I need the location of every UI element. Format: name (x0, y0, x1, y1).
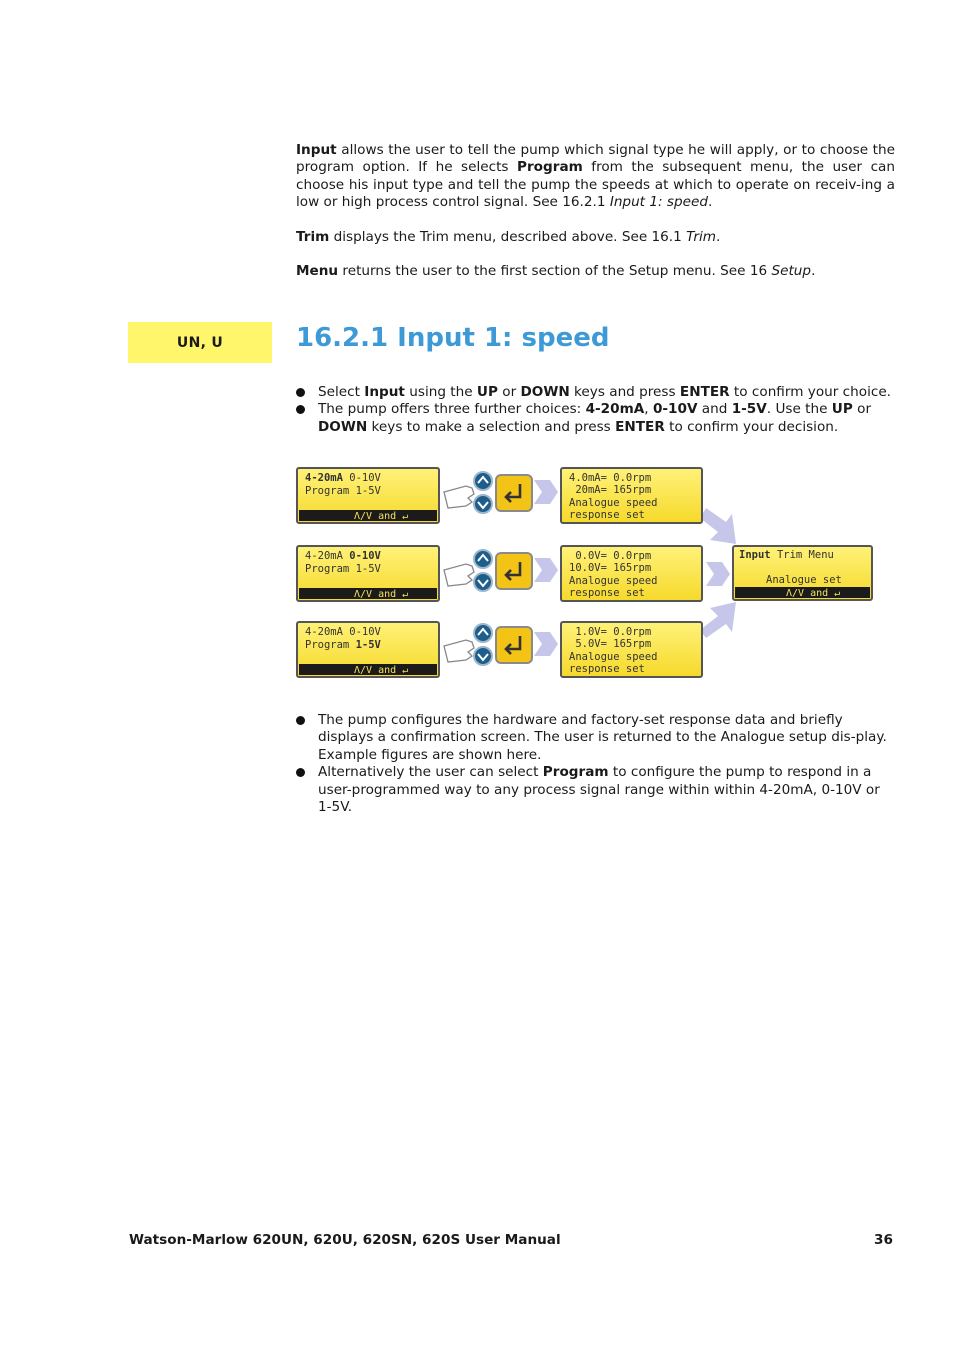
pointing-hand-icon (444, 486, 474, 508)
svg-text:4-20mA 0-10V (305, 472, 382, 484)
option-4-20ma: 4-20mA (305, 626, 343, 638)
list-item: Select Input using the UP or DOWN keys and press ENTER to confirm your choice. (296, 384, 895, 401)
keypad-row-3 (444, 624, 532, 665)
enter-key-icon (496, 475, 532, 511)
svg-text:Input Trim Menu (739, 549, 834, 561)
svg-text:4-20mA 0-10V (305, 550, 382, 562)
lcd-footer: Λ/V and ↵ (786, 588, 841, 599)
bullet-icon (296, 768, 305, 777)
svg-text:Program 1-5V (305, 485, 382, 497)
menu-flow-diagram (296, 466, 874, 680)
up-key-icon (474, 472, 492, 490)
svg-text:4-20mA 0-10V (305, 626, 382, 638)
input-paragraph: Input allows the user to tell the pump which signal type he will apply, or to choose the program option. If he selects Program from the subsequent menu, the user can choose his input type and tell the pump the speeds at which to operate on receiv-ing a low or high process control signal. See 16.2.1 Input 1: speed. (296, 142, 895, 211)
option-trim-menu: Trim Menu (776, 549, 834, 561)
option-0-10v: 0-10V (349, 626, 381, 638)
result-screen-1 (561, 468, 702, 523)
enter-key-icon (496, 553, 532, 589)
option-1-5v: 1-5V (355, 485, 381, 497)
option-analogue-set: Analogue set (766, 574, 842, 586)
option-program: Program (305, 639, 350, 651)
option-program: Program (305, 485, 350, 497)
result-screen-3 (561, 622, 702, 677)
svg-text:Analogue speed: Analogue speed (569, 497, 658, 509)
option-1-5v: 1-5V (355, 563, 381, 575)
down-key-icon (474, 573, 492, 591)
enter-key-icon (496, 627, 532, 663)
menu-screen-3 (297, 622, 439, 677)
section-heading: 16.2.1 Input 1: speed (296, 323, 610, 353)
svg-text:1.0V= 0.0rpm: 1.0V= 0.0rpm (569, 626, 652, 638)
bullet-icon (296, 388, 305, 397)
keypad-row-2 (444, 550, 532, 591)
pointing-hand-icon (444, 640, 474, 662)
option-4-20ma: 4-20mA (305, 472, 343, 484)
list-item: The pump offers three further choices: 4-20mA, 0-10V and 1-5V. Use the UP or DOWN keys to make a selection and press ENTER to confirm your decision. (296, 401, 895, 436)
model-tag (128, 322, 272, 363)
svg-text:Program 1-5V (305, 639, 382, 651)
keypad-row-1 (444, 472, 532, 513)
option-input: Input (739, 549, 771, 561)
svg-text:Analogue speed: Analogue speed (569, 651, 658, 663)
pointing-hand-icon (444, 564, 474, 586)
page-number: 36 (874, 1232, 893, 1248)
up-key-icon (474, 550, 492, 568)
menu-screen-2 (297, 546, 439, 601)
down-key-icon (474, 647, 492, 665)
footer-title: Watson-Marlow 620UN, 620U, 620SN, 620S User Manual (129, 1232, 561, 1248)
option-4-20ma: 4-20mA (305, 550, 343, 562)
svg-text:20mA= 165rpm: 20mA= 165rpm (569, 484, 652, 496)
svg-text:response set: response set (569, 587, 645, 599)
bullet-list-top (296, 384, 895, 436)
svg-text:4.0mA= 0.0rpm: 4.0mA= 0.0rpm (569, 472, 652, 484)
bullet-list-bottom (296, 712, 895, 816)
lcd-footer: Λ/V and ↵ (354, 665, 409, 676)
svg-text:response set: response set (569, 509, 645, 521)
svg-text:0.0V= 0.0rpm: 0.0V= 0.0rpm (569, 550, 652, 562)
svg-text:Program 1-5V (305, 563, 382, 575)
list-item: The pump configures the hardware and factory-set response data and briefly displays a confirmation screen. The user is returned to the Analogue setup dis-play. Example figures are shown here. (296, 712, 895, 764)
menu-screen-1 (297, 468, 439, 523)
option-0-10v: 0-10V (349, 472, 381, 484)
svg-text:5.0V= 165rpm: 5.0V= 165rpm (569, 638, 652, 650)
trim-paragraph: Trim displays the Trim menu, described above. See 16.1 Trim. (296, 229, 721, 245)
option-program: Program (305, 563, 350, 575)
bullet-icon (296, 716, 305, 725)
svg-text:response set: response set (569, 663, 645, 675)
final-screen (733, 546, 872, 600)
result-screen-2 (561, 546, 702, 601)
svg-text:Analogue speed: Analogue speed (569, 575, 658, 587)
option-0-10v: 0-10V (349, 550, 381, 562)
list-item: Alternatively the user can select Program to configure the pump to respond in a user-programmed way to any process signal range within within 4-20mA, 0-10V or 1-5V. (296, 764, 895, 816)
bullet-icon (296, 405, 305, 414)
model-tag-label: UN, U (176, 334, 224, 351)
svg-text:10.0V= 165rpm: 10.0V= 165rpm (569, 562, 652, 574)
lcd-footer: Λ/V and ↵ (354, 511, 409, 522)
up-key-icon (474, 624, 492, 642)
lcd-footer: Λ/V and ↵ (354, 589, 409, 600)
down-key-icon (474, 495, 492, 513)
menu-paragraph: Menu returns the user to the first section of the Setup menu. See 16 Setup. (296, 263, 816, 279)
option-1-5v: 1-5V (355, 639, 381, 651)
